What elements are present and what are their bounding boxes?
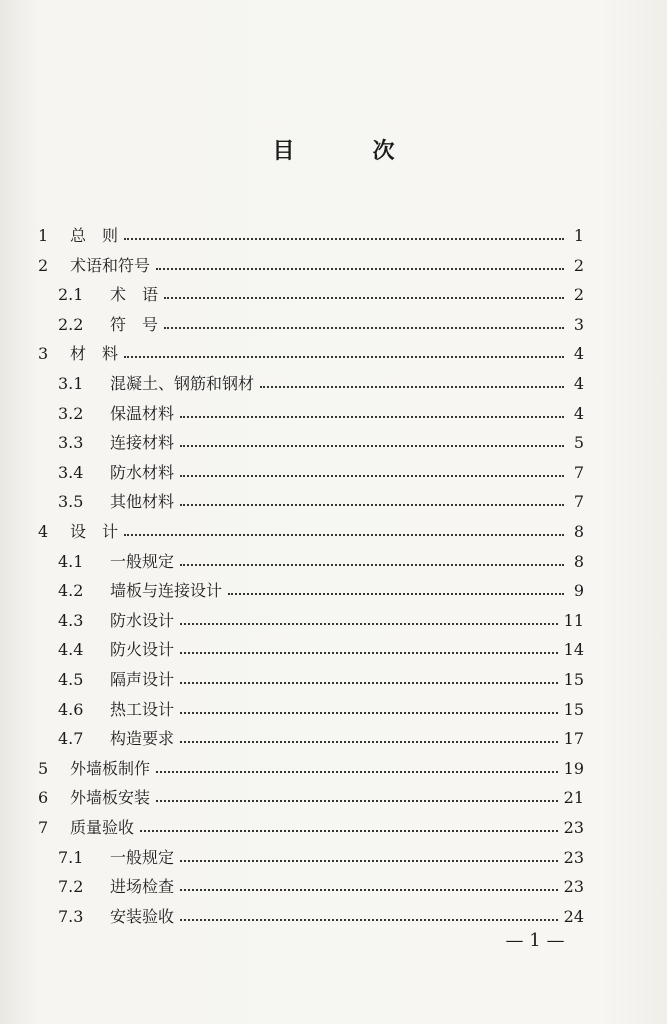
toc-entry-page: 14 [563,640,584,660]
toc-entry-5[interactable] [38,757,584,781]
toc-entry-page: 15 [563,699,584,719]
toc-entry-page: 4 [573,344,584,364]
toc-entry-number: 7 [38,818,49,837]
toc-entry-number: 2.1 [58,285,84,305]
toc-entry-number: 3 [38,344,49,364]
toc-entry-label: 外墙板安装 [70,788,151,808]
toc-entry-label: 防水设计 [110,610,175,630]
toc-entry-label: 设 计 [70,522,119,541]
dot-leader [164,327,564,329]
dot-leader [180,741,558,743]
toc-entry-3-1[interactable] [58,372,584,396]
toc-entry-label: 材 料 [70,344,119,364]
dot-leader [164,297,564,299]
toc-entry-page: 3 [573,314,584,334]
toc-entry-page: 8 [573,551,584,571]
toc-entry-number: 7.2 [58,877,84,897]
dot-leader [180,475,564,477]
toc-entry-label: 隔声设计 [110,670,175,689]
dot-leader [140,830,558,832]
dot-leader [180,416,564,418]
dot-leader [180,564,564,566]
toc-entry-4-7[interactable] [58,727,584,751]
toc-entry-page: 2 [573,285,584,305]
toc-entry-4-5[interactable] [58,668,584,692]
toc-entry-page: 23 [563,877,584,897]
toc-entry-page: 4 [573,403,584,423]
toc-entry-number: 3.2 [58,403,84,423]
toc-entry-7-1[interactable] [58,846,584,870]
toc-entry-label: 墙板与连接设计 [110,581,223,601]
toc-entry-page: 15 [563,670,584,689]
toc-entry-label: 一般规定 [110,551,175,571]
toc-entry-label: 质量验收 [70,818,135,837]
toc-entry-number: 3.4 [58,462,84,482]
toc-entry-number: 7.3 [58,906,84,926]
toc-entry-number: 3.5 [58,492,84,512]
toc-entry-1[interactable] [38,224,584,248]
toc-entry-label: 混凝土、钢筋和钢材 [110,374,255,393]
toc-entry-number: 2 [38,255,49,275]
dot-leader [180,889,558,891]
toc-entry-label: 总 则 [70,226,119,245]
dot-leader [180,919,558,921]
page-title: 目 次 [272,138,423,164]
toc-entry-2-2[interactable] [58,313,584,337]
toc-entry-number: 3.3 [58,433,84,453]
toc-entry-7-3[interactable] [58,905,584,929]
toc-entry-page: 23 [563,818,584,837]
toc-entry-number: 4.6 [58,699,84,719]
dot-leader [124,534,564,536]
toc-entry-number: 4.3 [58,610,84,630]
dot-leader [156,771,558,773]
dot-leader [124,238,564,240]
toc-entry-page: 24 [563,906,584,926]
toc-entry-2-1[interactable] [58,283,584,307]
toc-entry-4-3[interactable] [58,609,584,633]
toc-entry-page: 7 [573,492,584,512]
toc-entry-label: 热工设计 [110,699,175,719]
toc-entry-page: 4 [573,374,584,393]
dot-leader [180,445,564,447]
dot-leader [156,800,558,802]
toc-entry-label: 一般规定 [110,847,175,867]
toc-entry-number: 4 [38,522,49,541]
toc-entry-3-3[interactable] [58,431,584,455]
toc-entry-label: 安装验收 [110,906,175,926]
toc-entry-page: 11 [563,610,584,630]
toc-entry-number: 3.1 [58,374,84,393]
toc-entry-label: 防水材料 [110,462,175,482]
toc-entry-4-1[interactable] [58,550,584,574]
toc-entry-page: 1 [573,226,584,245]
toc-entry-page: 7 [573,462,584,482]
toc-entry-label: 术语和符号 [70,255,151,275]
dot-leader [156,268,564,270]
toc-entry-label: 连接材料 [110,433,175,453]
toc-entry-3-5[interactable] [58,490,584,514]
toc-entry-page: 8 [573,522,584,541]
toc-entry-7-2[interactable] [58,875,584,899]
toc-entry-label: 其他材料 [110,492,175,512]
toc-entry-4-2[interactable] [58,579,584,603]
toc-entry-label: 保温材料 [110,403,175,423]
toc-entry-label: 外墙板制作 [70,758,151,778]
toc-entry-number: 6 [38,788,49,808]
toc-entry-page: 2 [573,255,584,275]
dot-leader [180,682,558,684]
toc-entry-number: 4.5 [58,670,84,689]
toc-entry-3-2[interactable] [58,402,584,426]
dot-leader [180,712,558,714]
toc-entry-number: 4.7 [58,729,84,749]
toc-entry-label: 进场检查 [110,877,175,897]
toc-entry-number: 5 [38,758,49,778]
dot-leader [180,860,558,862]
toc-entry-7[interactable] [38,816,584,840]
toc-entry-page: 9 [573,581,584,601]
toc-entry-4-4[interactable] [58,638,584,662]
dot-leader [180,623,558,625]
toc-entry-number: 7.1 [58,847,84,867]
toc-entry-label: 符 号 [110,314,159,334]
toc-entry-page: 23 [563,847,584,867]
page-number: — 1 — [505,930,565,951]
toc-entry-2[interactable] [38,254,584,278]
toc-entry-label: 防火设计 [110,640,175,660]
dot-leader [260,386,564,388]
toc-entry-6[interactable] [38,786,584,810]
toc-entry-number: 1 [38,226,49,245]
toc-entry-page: 19 [563,758,584,778]
toc-entry-page: 5 [573,433,584,453]
toc-entry-number: 4.4 [58,640,84,660]
toc-entry-page: 17 [563,729,584,749]
toc-entry-label: 构造要求 [110,729,175,749]
toc-entry-3-4[interactable] [58,461,584,485]
toc-entry-label: 术 语 [110,285,159,305]
toc-entry-3[interactable] [38,342,584,366]
toc-entry-page: 21 [563,788,584,808]
toc-entry-number: 4.1 [58,551,84,571]
dot-leader [180,652,558,654]
dot-leader [228,593,564,595]
toc-entry-number: 4.2 [58,581,84,601]
toc-entry-4[interactable] [38,520,584,544]
toc-entry-4-6[interactable] [58,698,584,722]
dot-leader [180,504,564,506]
toc-entry-number: 2.2 [58,314,84,334]
dot-leader [124,356,564,358]
